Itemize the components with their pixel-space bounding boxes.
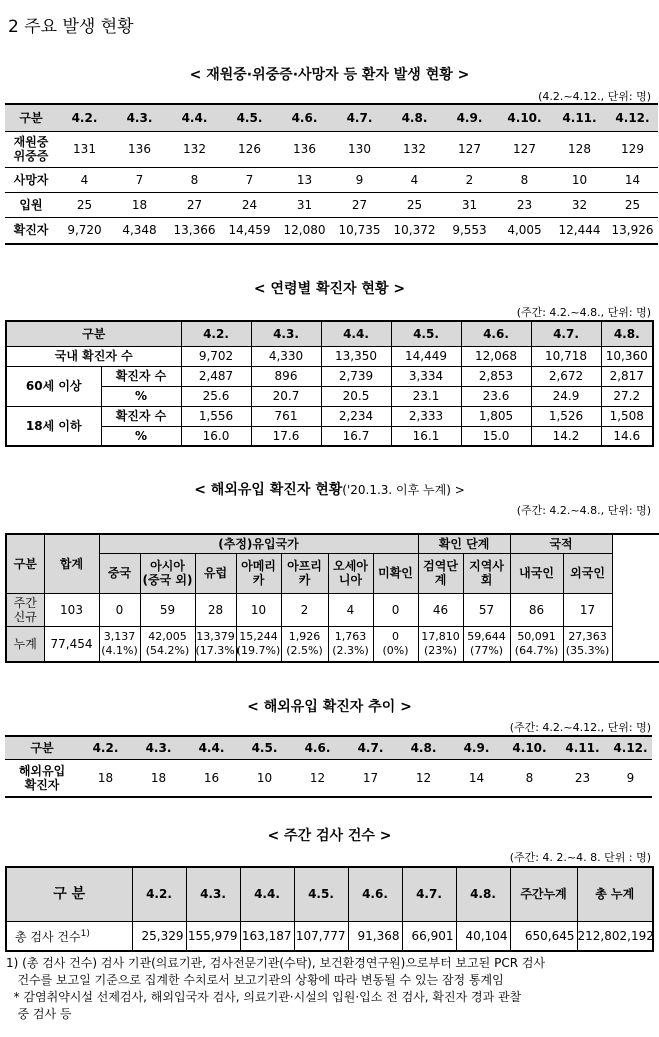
table-cell: 9 xyxy=(609,759,652,797)
table-cell: 18 xyxy=(132,759,185,797)
table-cell: 136 xyxy=(112,131,167,167)
table-cell: 107,777 xyxy=(294,921,348,951)
table-cell: 25,329 xyxy=(132,921,186,951)
footnote-marker: 1) xyxy=(80,929,90,940)
column-header: 4.5. xyxy=(222,104,277,131)
table-cell: 132 xyxy=(167,131,222,167)
section-heading: 2 주요 발생 현황 xyxy=(8,17,134,37)
table-cell: 4,348 xyxy=(112,217,167,244)
table-cell: 10,372 xyxy=(387,217,442,244)
table-cell: 0 xyxy=(99,593,140,626)
table-cell: 212,802,192 xyxy=(577,921,653,951)
table-cell: 7 xyxy=(112,167,167,192)
table-cell: 1,556 xyxy=(181,406,251,426)
column-header: 4.5. xyxy=(391,321,461,346)
table-cell: 10,718 xyxy=(531,346,601,366)
row-header xyxy=(6,921,132,951)
table-cell: 896 xyxy=(251,366,321,386)
table-cell: 130 xyxy=(332,131,387,167)
table-cell: 17 xyxy=(344,759,397,797)
column-header: 4.6. xyxy=(291,736,344,759)
table-cell: 4,330 xyxy=(251,346,321,366)
table-cell: 9,553 xyxy=(442,217,497,244)
table3-title: < 해외유입 확진자 현황('20.1.3. 이후 누계) > xyxy=(194,482,465,498)
column-header: 4.12. xyxy=(609,736,652,759)
table-cell: 32 xyxy=(552,192,607,217)
row-subheader: 확진자 수 xyxy=(101,366,181,386)
header-row xyxy=(6,534,659,553)
table-cell: 31 xyxy=(277,192,332,217)
table-cell: 103 xyxy=(44,593,99,626)
table-cell: 3,137 (4.1%) xyxy=(99,626,140,662)
table-row xyxy=(6,366,653,386)
column-subheader: 내국인 xyxy=(510,553,563,593)
table-row xyxy=(6,346,653,366)
table-cell: 650,645 xyxy=(510,921,577,951)
table-row xyxy=(6,626,659,662)
table-cell: 127 xyxy=(497,131,552,167)
table-cell: 59 xyxy=(140,593,195,626)
row-header: 입원 xyxy=(5,192,57,217)
table-cell: 16 xyxy=(185,759,238,797)
row-header: 사망자 xyxy=(5,167,57,192)
table-cell: 2,234 xyxy=(321,406,391,426)
column-header: 확인 단계 xyxy=(418,534,510,553)
column-header: 합계 xyxy=(44,534,99,593)
table-cell: 1,526 xyxy=(531,406,601,426)
table-cell: 23 xyxy=(556,759,609,797)
column-subheader: 미확인 xyxy=(373,553,418,593)
table-row xyxy=(6,593,659,626)
table-cell: 2,853 xyxy=(461,366,531,386)
footnote-line: * 감염취약시설 선제검사, 해외입국자 검사, 의료기관·시설의 입원·입소 전 검사, 확진자 경과 관찰 xyxy=(6,990,522,1004)
table-cell: 1,805 xyxy=(461,406,531,426)
column-header: 4.8. xyxy=(601,321,653,346)
table5-unit: (주간: 4. 2.~4. 8. 단위 : 명) xyxy=(509,851,651,864)
table-cell: 4 xyxy=(387,167,442,192)
table-cell: 46 xyxy=(418,593,463,626)
imported-trend-table xyxy=(5,735,652,798)
table-cell: 9 xyxy=(332,167,387,192)
table-cell: 25.6 xyxy=(181,386,251,406)
column-header: 4.11. xyxy=(552,104,607,131)
table1-title: < 재원중·위중증·사망자 등 환자 발생 현황 > xyxy=(189,67,470,83)
table-cell: 17.6 xyxy=(251,426,321,446)
footnotes xyxy=(6,955,651,1023)
table-cell: 0 xyxy=(373,593,418,626)
table-cell: 28 xyxy=(195,593,236,626)
header-row xyxy=(5,736,652,759)
table-cell: 14 xyxy=(450,759,503,797)
table-cell: 10 xyxy=(552,167,607,192)
column-header: 구분 xyxy=(5,736,79,759)
table-cell: 25 xyxy=(607,192,658,217)
table-cell: 77,454 xyxy=(44,626,99,662)
column-header: 4.2. xyxy=(181,321,251,346)
column-header: 4.5. xyxy=(238,736,291,759)
table-cell: 12 xyxy=(397,759,450,797)
table-cell: 1,926 (2.5%) xyxy=(281,626,328,662)
table-cell: 8 xyxy=(497,167,552,192)
table-cell: 2,817 xyxy=(601,366,653,386)
column-subheader: 아프리 카 xyxy=(281,553,328,593)
column-header: 4.10. xyxy=(503,736,556,759)
table-cell: 155,979 xyxy=(186,921,240,951)
table-cell: 14.6 xyxy=(601,426,653,446)
header-row xyxy=(6,867,653,921)
table-row xyxy=(5,192,658,217)
table-cell: 2,333 xyxy=(391,406,461,426)
table-cell: 126 xyxy=(222,131,277,167)
column-header: 4.9. xyxy=(442,104,497,131)
row-header: 확진자 xyxy=(5,217,57,244)
table-cell: 10 xyxy=(236,593,281,626)
table-cell: 3,334 xyxy=(391,366,461,386)
table-cell: 12,068 xyxy=(461,346,531,366)
table-cell: 8 xyxy=(503,759,556,797)
row-subheader: 확진자 수 xyxy=(101,406,181,426)
row-subheader: % xyxy=(101,426,181,446)
table-cell: 132 xyxy=(387,131,442,167)
table-cell: 91,368 xyxy=(348,921,402,951)
table-cell: 10 xyxy=(238,759,291,797)
table4-title: < 해외유입 확진자 추이 > xyxy=(247,699,412,715)
table-cell: 14,459 xyxy=(222,217,277,244)
table-cell: 15,244 (19.7%) xyxy=(236,626,281,662)
table-cell: 18 xyxy=(79,759,132,797)
table-cell: 31 xyxy=(442,192,497,217)
table-cell: 2,672 xyxy=(531,366,601,386)
column-header: 4.4. xyxy=(185,736,238,759)
row-header: 60세 이상 xyxy=(6,366,101,406)
column-header: 4.6. xyxy=(461,321,531,346)
table-cell: 40,104 xyxy=(456,921,510,951)
column-header: 4.6. xyxy=(348,867,402,921)
column-header: 4.3. xyxy=(112,104,167,131)
table2-unit: (주간: 4.2.~4.8., 단위: 명) xyxy=(516,306,651,319)
table-cell: 2,739 xyxy=(321,366,391,386)
row-header: 누계 xyxy=(6,626,44,662)
table-cell: 7 xyxy=(222,167,277,192)
row-subheader: % xyxy=(101,386,181,406)
table-cell: 20.5 xyxy=(321,386,391,406)
imported-cases-table xyxy=(5,533,659,663)
table-cell: 127 xyxy=(442,131,497,167)
row-label: 총 검사 건수 xyxy=(15,930,81,945)
column-header: 4.7. xyxy=(344,736,397,759)
table-cell: 23.6 xyxy=(461,386,531,406)
column-header: 4.5. xyxy=(294,867,348,921)
column-header: (추정)유입국가 xyxy=(99,534,418,553)
table-cell: 9,720 xyxy=(57,217,112,244)
table-row xyxy=(6,921,653,951)
table-cell: 129 xyxy=(607,131,658,167)
table-cell: 13,366 xyxy=(167,217,222,244)
table-row xyxy=(5,217,658,244)
column-header: 국적 xyxy=(510,534,612,553)
table-cell: 131 xyxy=(57,131,112,167)
table-cell: 27.2 xyxy=(601,386,653,406)
column-header: 4.3. xyxy=(186,867,240,921)
table-cell: 8 xyxy=(167,167,222,192)
table-cell: 20.7 xyxy=(251,386,321,406)
table-cell: 14,449 xyxy=(391,346,461,366)
table3-unit: (주간: 4.2.~4.8., 단위: 명) xyxy=(516,504,651,517)
column-header: 4.4. xyxy=(167,104,222,131)
table-cell: 13,350 xyxy=(321,346,391,366)
table-cell: 10,360 xyxy=(601,346,653,366)
column-header: 4.2. xyxy=(79,736,132,759)
column-header: 4.2. xyxy=(57,104,112,131)
table-cell: 2 xyxy=(442,167,497,192)
table-row xyxy=(5,759,652,797)
column-subheader: 유럽 xyxy=(195,553,236,593)
table-cell: 57 xyxy=(463,593,510,626)
header-row xyxy=(6,321,653,346)
column-header: 4.4. xyxy=(240,867,294,921)
footnote-line: 1) (총 검사 건수) 검사 기관(의료기관, 검사전문기관(수탁), 보건환경연구원)으로부터 보고된 PCR 검사 xyxy=(6,956,546,970)
table-cell: 12,444 xyxy=(552,217,607,244)
column-subheader: 검역단 계 xyxy=(418,553,463,593)
footnote-line: 건수를 보고일 기준으로 집계한 수치로서 보고기관의 상황에 따라 변동될 수 있는 잠정 통계임 xyxy=(6,973,504,987)
row-header: 국내 확진자 수 xyxy=(6,346,181,366)
table-cell: 10,735 xyxy=(332,217,387,244)
table-cell: 23.1 xyxy=(391,386,461,406)
table-cell: 13,926 xyxy=(607,217,658,244)
table-cell: 18 xyxy=(112,192,167,217)
column-header: 4.7. xyxy=(531,321,601,346)
table-cell: 761 xyxy=(251,406,321,426)
table-cell: 13 xyxy=(277,167,332,192)
table-cell: 0 (0%) xyxy=(373,626,418,662)
column-header: 구 분 xyxy=(6,867,132,921)
table-cell: 16.1 xyxy=(391,426,461,446)
table-cell: 14.2 xyxy=(531,426,601,446)
table-cell: 86 xyxy=(510,593,563,626)
column-header: 4.6. xyxy=(277,104,332,131)
table-cell: 12,080 xyxy=(277,217,332,244)
column-header: 4.8. xyxy=(456,867,510,921)
column-header: 4.7. xyxy=(402,867,456,921)
row-header: 해외유입 확진자 xyxy=(5,759,79,797)
table-row xyxy=(6,426,653,446)
table-cell: 4 xyxy=(57,167,112,192)
table2-title: < 연령별 확진자 현황 > xyxy=(253,281,406,297)
column-header: 4.2. xyxy=(132,867,186,921)
column-subheader: 오세아 니아 xyxy=(328,553,373,593)
column-subheader: 아시아 (중국 외) xyxy=(140,553,195,593)
table-cell: 16.0 xyxy=(181,426,251,446)
table-cell: 66,901 xyxy=(402,921,456,951)
column-header: 4.4. xyxy=(321,321,391,346)
table-cell: 136 xyxy=(277,131,332,167)
weekly-tests-table xyxy=(5,866,654,952)
row-header: 재원중 위중증 xyxy=(5,131,57,167)
table-cell: 163,187 xyxy=(240,921,294,951)
column-header: 4.7. xyxy=(332,104,387,131)
column-header: 4.8. xyxy=(397,736,450,759)
table-cell: 27,363 (35.3%) xyxy=(563,626,612,662)
row-header: 주간 신규 xyxy=(6,593,44,626)
table-cell: 25 xyxy=(387,192,442,217)
column-header: 구분 xyxy=(5,104,57,131)
table-cell: 50,091 (64.7%) xyxy=(510,626,563,662)
column-header: 구분 xyxy=(6,321,181,346)
table-cell: 24 xyxy=(222,192,277,217)
patient-status-table xyxy=(5,103,658,245)
table-row xyxy=(6,406,653,426)
table1-unit: (4.2.~4.12., 단위: 명) xyxy=(538,90,651,103)
column-header: 4.3. xyxy=(251,321,321,346)
table-cell: 12 xyxy=(291,759,344,797)
column-subheader: 아메리 카 xyxy=(236,553,281,593)
column-header: 구분 xyxy=(6,534,44,593)
table-cell: 25 xyxy=(57,192,112,217)
table-cell: 1,763 (2.3%) xyxy=(328,626,373,662)
table-cell: 59,644 (77%) xyxy=(463,626,510,662)
table-cell: 128 xyxy=(552,131,607,167)
table-cell: 2 xyxy=(281,593,328,626)
column-header: 4.8. xyxy=(387,104,442,131)
table-row xyxy=(5,131,658,167)
table-cell: 24.9 xyxy=(531,386,601,406)
table-row xyxy=(5,167,658,192)
table-cell: 15.0 xyxy=(461,426,531,446)
row-header: 18세 이하 xyxy=(6,406,101,446)
table-cell: 17 xyxy=(563,593,612,626)
column-header: 4.11. xyxy=(556,736,609,759)
column-header: 총 누계 xyxy=(577,867,653,921)
table4-unit: (주간: 4.2.~4.12., 단위: 명) xyxy=(509,721,651,734)
column-subheader: 지역사 회 xyxy=(463,553,510,593)
table-cell: 14 xyxy=(607,167,658,192)
table-cell: 42,005 (54.2%) xyxy=(140,626,195,662)
table-cell: 17,810 (23%) xyxy=(418,626,463,662)
table-row xyxy=(6,386,653,406)
column-header: 주간누계 xyxy=(510,867,577,921)
table-cell: 9,702 xyxy=(181,346,251,366)
table-cell: 2,487 xyxy=(181,366,251,386)
table-cell: 27 xyxy=(167,192,222,217)
age-group-table xyxy=(5,320,654,447)
table5-title: < 주간 검사 건수 > xyxy=(267,828,392,844)
header-row xyxy=(5,104,658,131)
table-cell: 27 xyxy=(332,192,387,217)
footnote-line: 중 검사 등 xyxy=(6,1007,72,1021)
column-header: 4.10. xyxy=(497,104,552,131)
table-cell: 4 xyxy=(328,593,373,626)
column-header: 4.9. xyxy=(450,736,503,759)
column-subheader: 중국 xyxy=(99,553,140,593)
column-header: 4.12. xyxy=(607,104,658,131)
table-cell: 4,005 xyxy=(497,217,552,244)
table-cell: 23 xyxy=(497,192,552,217)
table-cell: 13,379 (17.3%) xyxy=(195,626,236,662)
header-row xyxy=(6,553,659,593)
column-subheader: 외국인 xyxy=(563,553,612,593)
column-header: 4.3. xyxy=(132,736,185,759)
table-cell: 1,508 xyxy=(601,406,653,426)
table-cell: 16.7 xyxy=(321,426,391,446)
